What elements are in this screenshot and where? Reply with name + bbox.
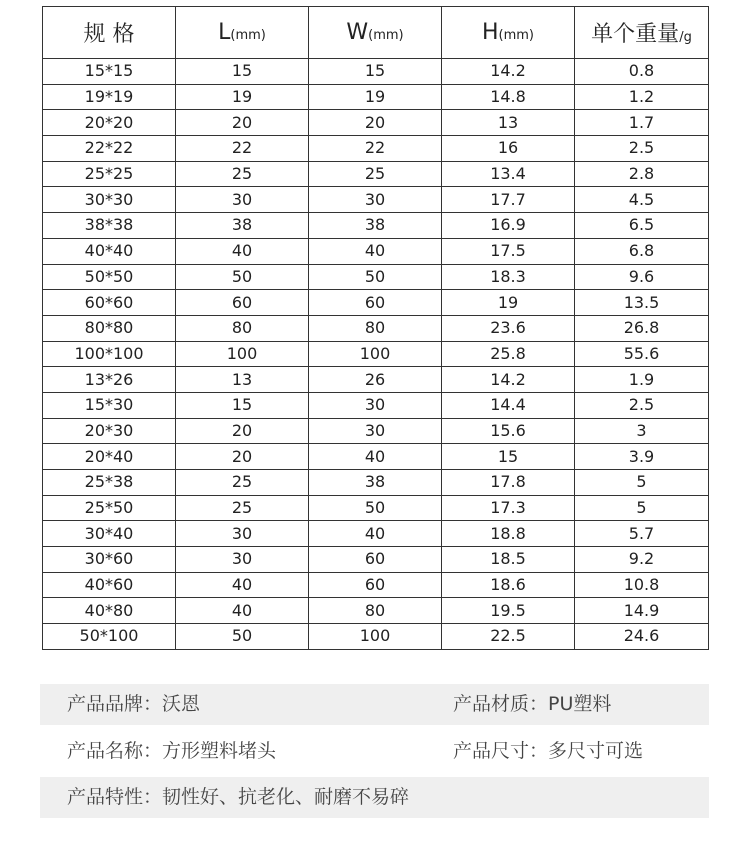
table-cell: 13.5 (575, 290, 709, 316)
table-cell: 4.5 (575, 187, 709, 213)
table-cell: 16 (442, 136, 575, 162)
table-cell: 2.5 (575, 136, 709, 162)
table-cell: 22*22 (43, 136, 176, 162)
table-cell: 38 (309, 213, 442, 239)
header-height: H(mm) (442, 7, 575, 59)
table-cell: 40*40 (43, 238, 176, 264)
table-cell: 17.8 (442, 470, 575, 496)
table-cell: 25*50 (43, 495, 176, 521)
table-row (43, 444, 709, 470)
table-row (43, 136, 709, 162)
table-cell: 50*50 (43, 264, 176, 290)
table-row (43, 470, 709, 496)
table-cell: 10.8 (575, 572, 709, 598)
table-row (43, 161, 709, 187)
table-cell: 13*26 (43, 367, 176, 393)
table-cell: 14.9 (575, 598, 709, 624)
table-cell: 20*30 (43, 418, 176, 444)
table-cell: 25 (176, 495, 309, 521)
table-cell: 20 (176, 418, 309, 444)
table-cell: 40 (309, 444, 442, 470)
table-cell: 60 (309, 547, 442, 573)
table-cell: 60 (309, 572, 442, 598)
table-cell: 5 (575, 495, 709, 521)
table-cell: 38 (309, 470, 442, 496)
table-cell: 40 (309, 521, 442, 547)
table-cell: 14.4 (442, 392, 575, 418)
table-cell: 18.5 (442, 547, 575, 573)
table-row (43, 213, 709, 239)
table-row (43, 598, 709, 624)
table-cell: 18.6 (442, 572, 575, 598)
table-cell: 1.2 (575, 84, 709, 110)
table-cell: 20 (309, 110, 442, 136)
table-row (43, 290, 709, 316)
table-cell: 50 (309, 264, 442, 290)
table-cell: 40 (176, 598, 309, 624)
table-cell: 15*30 (43, 392, 176, 418)
table-cell: 25 (176, 161, 309, 187)
table-cell: 50 (176, 264, 309, 290)
spec-table (42, 6, 709, 650)
table-cell: 40*60 (43, 572, 176, 598)
table-cell: 22 (176, 136, 309, 162)
table-cell: 17.3 (442, 495, 575, 521)
table-cell: 19*19 (43, 84, 176, 110)
table-cell: 5.7 (575, 521, 709, 547)
table-cell: 38 (176, 213, 309, 239)
table-cell: 55.6 (575, 341, 709, 367)
table-cell: 9.2 (575, 547, 709, 573)
table-cell: 18.8 (442, 521, 575, 547)
table-cell: 2.8 (575, 161, 709, 187)
table-cell: 25*25 (43, 161, 176, 187)
table-cell: 60 (309, 290, 442, 316)
table-cell: 13.4 (442, 161, 575, 187)
table-row (43, 367, 709, 393)
table-row (43, 59, 709, 85)
table-cell: 15*15 (43, 59, 176, 85)
info-row-3 (40, 777, 709, 818)
header-width: W(mm) (309, 7, 442, 59)
table-cell: 19 (309, 84, 442, 110)
table-cell: 50*100 (43, 624, 176, 650)
table-cell: 17.5 (442, 238, 575, 264)
table-row (43, 495, 709, 521)
table-cell: 80 (176, 315, 309, 341)
table-cell: 9.6 (575, 264, 709, 290)
table-cell: 25 (309, 161, 442, 187)
table-row (43, 264, 709, 290)
header-weight: 单个重量/g (575, 7, 709, 59)
table-cell: 22.5 (442, 624, 575, 650)
table-cell: 30 (176, 547, 309, 573)
table-cell: 19 (442, 290, 575, 316)
table-cell: 19 (176, 84, 309, 110)
table-cell: 5 (575, 470, 709, 496)
table-cell: 40 (176, 238, 309, 264)
table-cell: 26.8 (575, 315, 709, 341)
table-cell: 30 (176, 521, 309, 547)
table-cell: 100 (309, 341, 442, 367)
table-cell: 19.5 (442, 598, 575, 624)
info-row-2 (40, 731, 709, 772)
table-cell: 24.6 (575, 624, 709, 650)
table-cell: 18.3 (442, 264, 575, 290)
table-cell: 30 (309, 418, 442, 444)
table-row (43, 315, 709, 341)
table-cell: 80*80 (43, 315, 176, 341)
header-spec: 规 格 (43, 7, 176, 59)
table-cell: 30*40 (43, 521, 176, 547)
table-cell: 80 (309, 598, 442, 624)
table-row (43, 341, 709, 367)
table-cell: 15 (176, 392, 309, 418)
material-text: 产品材质：PU塑料 (453, 693, 612, 715)
table-cell: 15.6 (442, 418, 575, 444)
table-cell: 40 (176, 572, 309, 598)
table-header-row (43, 7, 709, 59)
table-cell: 60 (176, 290, 309, 316)
table-cell: 30*30 (43, 187, 176, 213)
table-cell: 14.2 (442, 367, 575, 393)
table-cell: 38*38 (43, 213, 176, 239)
info-row-1 (40, 684, 709, 725)
table-row (43, 418, 709, 444)
table-cell: 25 (176, 470, 309, 496)
table-row (43, 572, 709, 598)
table-cell: 15 (442, 444, 575, 470)
table-cell: 30*60 (43, 547, 176, 573)
header-length: L(mm) (176, 7, 309, 59)
table-cell: 23.6 (442, 315, 575, 341)
table-cell: 13 (442, 110, 575, 136)
table-cell: 40 (309, 238, 442, 264)
table-body (43, 59, 709, 650)
table-cell: 30 (309, 392, 442, 418)
table-cell: 20*20 (43, 110, 176, 136)
table-cell: 25*38 (43, 470, 176, 496)
table-row (43, 547, 709, 573)
table-cell: 100 (176, 341, 309, 367)
table-cell: 40*80 (43, 598, 176, 624)
table-cell: 22 (309, 136, 442, 162)
table-cell: 80 (309, 315, 442, 341)
table-cell: 15 (176, 59, 309, 85)
table-row (43, 392, 709, 418)
table-cell: 1.7 (575, 110, 709, 136)
table-cell: 16.9 (442, 213, 575, 239)
table-cell: 3 (575, 418, 709, 444)
table-cell: 0.8 (575, 59, 709, 85)
table-cell: 26 (309, 367, 442, 393)
table-cell: 30 (176, 187, 309, 213)
product-name-text: 产品名称：方形塑料堵头 (67, 740, 277, 762)
table-cell: 20 (176, 110, 309, 136)
table-cell: 17.7 (442, 187, 575, 213)
table-cell: 15 (309, 59, 442, 85)
table-cell: 20 (176, 444, 309, 470)
feature-text: 产品特性：韧性好、抗老化、耐磨不易碎 (67, 786, 410, 808)
table-cell: 14.8 (442, 84, 575, 110)
table-cell: 14.2 (442, 59, 575, 85)
table-row (43, 84, 709, 110)
table-row (43, 110, 709, 136)
table-cell: 6.8 (575, 238, 709, 264)
table-row (43, 187, 709, 213)
table-row (43, 521, 709, 547)
table-row (43, 624, 709, 650)
table-cell: 30 (309, 187, 442, 213)
table-cell: 100*100 (43, 341, 176, 367)
table-cell: 3.9 (575, 444, 709, 470)
table-row (43, 238, 709, 264)
table-cell: 13 (176, 367, 309, 393)
size-text: 产品尺寸：多尺寸可选 (453, 740, 644, 762)
table-cell: 50 (309, 495, 442, 521)
table-cell: 25.8 (442, 341, 575, 367)
table-cell: 100 (309, 624, 442, 650)
table-cell: 6.5 (575, 213, 709, 239)
table-cell: 60*60 (43, 290, 176, 316)
table-cell: 20*40 (43, 444, 176, 470)
brand-text: 产品品牌：沃恩 (67, 693, 201, 715)
table-cell: 1.9 (575, 367, 709, 393)
table-cell: 50 (176, 624, 309, 650)
table-cell: 2.5 (575, 392, 709, 418)
